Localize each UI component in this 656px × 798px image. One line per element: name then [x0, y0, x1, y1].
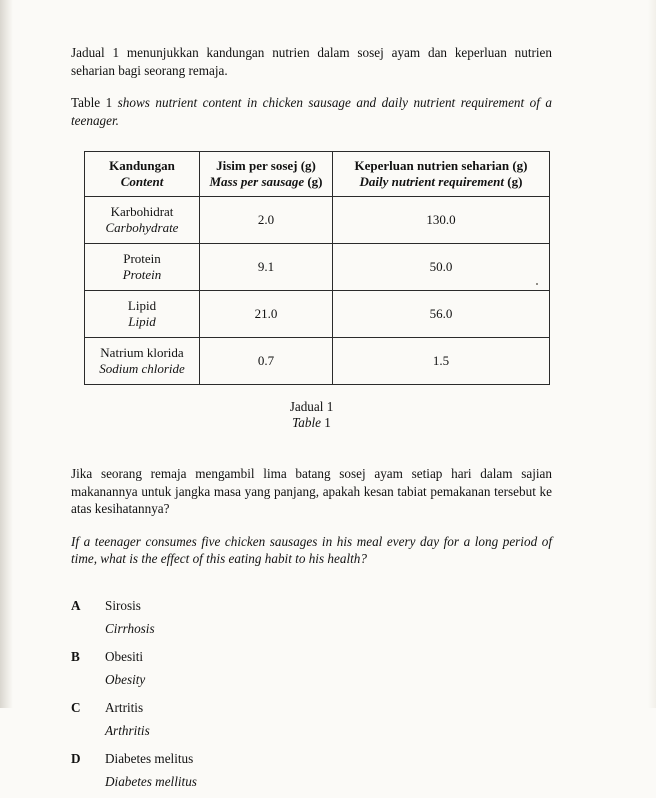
option-texts	[105, 696, 552, 743]
scan-edge-shadow-left	[0, 0, 13, 708]
option-letter: A	[71, 597, 81, 613]
intro-paragraph-malay: Jadual 1 menunjukkan kandungan nutrien dalam sosej ayam dan keperluan nutrien seharian bagi seorang remaja.	[71, 45, 552, 78]
nutrient-name-english: Carbohydrate	[105, 220, 179, 235]
option-texts	[105, 645, 552, 692]
table-header-requirement-malay: Keperluan nutrien seharian (g)	[354, 158, 528, 173]
table-cell-requirement: 56.0	[333, 291, 550, 338]
table-caption-malay: Jadual 1	[289, 399, 334, 414]
scan-speck-artifact	[536, 283, 538, 285]
nutrient-name-english: Lipid	[128, 314, 156, 329]
table-header-content-english: Content	[120, 174, 164, 189]
option-label-malay: Obesiti	[105, 648, 144, 664]
table-header-mass	[200, 152, 333, 197]
table-cell-mass: 2.0	[200, 197, 333, 244]
nutrient-table	[84, 151, 550, 385]
page-content	[71, 44, 552, 798]
option-label-malay: Sirosis	[105, 597, 141, 613]
table-header-requirement-english	[335, 174, 547, 190]
table-cell-mass: 0.7	[200, 338, 333, 385]
answer-options-list	[71, 594, 552, 794]
table-cell-mass: 9.1	[200, 244, 333, 291]
table-header-requirement-english-text: Daily nutrient requirement	[359, 174, 505, 189]
table-row	[85, 338, 550, 385]
table-caption-english-number: 1	[320, 415, 331, 430]
option-label-english: Arthritis	[105, 722, 150, 738]
option-label-english: Diabetes mellitus	[105, 773, 197, 789]
question-paragraph-malay: Jika seorang remaja mengambil lima batang sosej ayam setiap hari dalam sajian makanannya untuk jangka masa yang panjang, apakah kesan tabiat pemakanan tersebut ke atas kesihatannya?	[71, 466, 552, 516]
option-texts	[105, 594, 552, 641]
table-cell-requirement: 1.5	[333, 338, 550, 385]
option-texts	[105, 747, 552, 794]
option-label-malay: Artritis	[105, 699, 144, 715]
option-label-english: Cirrhosis	[105, 620, 155, 636]
answer-option-d[interactable]	[71, 747, 552, 794]
option-label-malay: Diabetes melitus	[105, 750, 194, 766]
table-header-mass-english	[202, 174, 330, 190]
table-row	[85, 291, 550, 338]
answer-option-c[interactable]	[71, 696, 552, 743]
scan-edge-shadow-right	[648, 0, 656, 708]
intro-english-table-label: Table 1	[71, 95, 113, 110]
question-block	[71, 465, 552, 568]
table-header-row	[85, 152, 550, 197]
nutrient-name-malay: Protein	[123, 251, 161, 266]
answer-option-b[interactable]	[71, 645, 552, 692]
nutrient-table-wrapper	[84, 151, 549, 385]
table-cell-requirement: 130.0	[333, 197, 550, 244]
option-label-english: Obesity	[105, 671, 146, 687]
table-row	[85, 244, 550, 291]
table-cell-mass: 21.0	[200, 291, 333, 338]
table-header-content-malay: Kandungan	[109, 158, 175, 173]
option-letter: D	[71, 750, 81, 766]
table-cell-requirement: 50.0	[333, 244, 550, 291]
nutrient-name-malay: Karbohidrat	[110, 204, 174, 219]
nutrient-name-malay: Lipid	[127, 298, 157, 313]
table-header-requirement	[333, 152, 550, 197]
intro-english-body: shows nutrient content in chicken sausage and daily nutrient requirement of a teenager.	[71, 95, 552, 128]
table-header-mass-english-text: Mass per sausage	[209, 174, 305, 189]
table-row	[85, 197, 550, 244]
nutrient-name-english: Protein	[122, 267, 162, 282]
table-caption-english-label: Table	[292, 415, 321, 430]
table-header-requirement-unit: (g)	[504, 174, 523, 189]
table-cell-nutrient-name	[85, 291, 200, 338]
table-caption	[71, 399, 552, 431]
answer-option-a[interactable]	[71, 594, 552, 641]
table-cell-nutrient-name	[85, 338, 200, 385]
table-header-mass-unit: (g)	[304, 174, 323, 189]
option-letter: C	[71, 699, 81, 715]
table-header-mass-malay: Jisim per sosej (g)	[216, 158, 316, 173]
intro-paragraph-english	[71, 94, 552, 129]
table-header-content	[85, 152, 200, 197]
table-cell-nutrient-name	[85, 197, 200, 244]
nutrient-name-malay: Natrium klorida	[100, 345, 184, 360]
nutrient-name-english: Sodium chloride	[99, 361, 185, 376]
table-cell-nutrient-name	[85, 244, 200, 291]
option-letter: B	[71, 648, 80, 664]
question-paragraph-english: If a teenager consumes five chicken sausages in his meal every day for a long period of time, what is the effect of this eating habit to his health?	[71, 533, 552, 566]
table-caption-english	[71, 415, 552, 431]
